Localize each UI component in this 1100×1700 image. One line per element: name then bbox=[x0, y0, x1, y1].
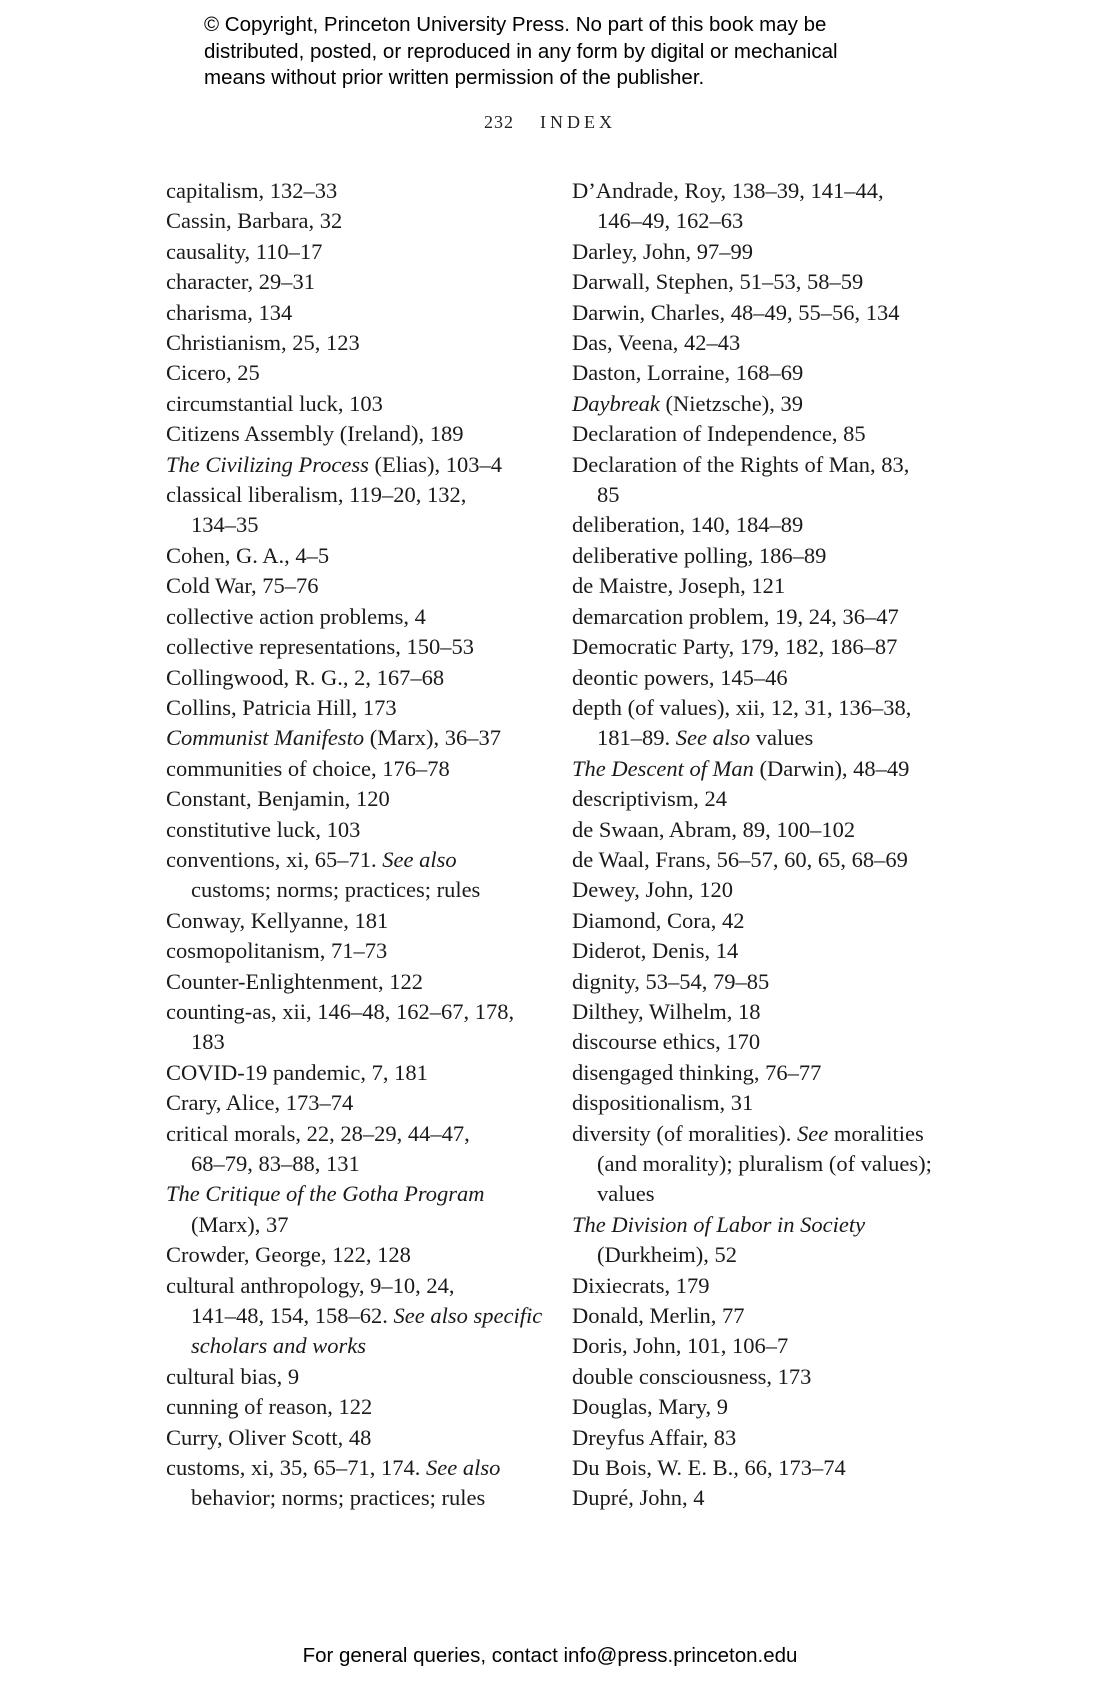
copyright-line: distributed, posted, or reproduced in any form by digital or mechanical bbox=[204, 39, 838, 63]
index-entry-text: Cold War, 75–76 bbox=[166, 573, 319, 599]
index-entry-text: values bbox=[750, 725, 814, 751]
index-entry-text: double consciousness, 173 bbox=[572, 1363, 812, 1389]
index-entry bbox=[572, 1362, 972, 1392]
index-entry bbox=[166, 663, 566, 693]
index-entry bbox=[166, 936, 566, 966]
index-entry bbox=[572, 906, 972, 936]
index-entry-text: moralities (and morality); pluralism (of values); values bbox=[597, 1120, 932, 1207]
index-entry bbox=[572, 571, 972, 601]
index-entry bbox=[166, 784, 566, 814]
index-entry bbox=[166, 450, 566, 480]
index-entry-text: character, 29–31 bbox=[166, 269, 316, 295]
index-entry-text: Darwall, Stephen, 51–53, 58–59 bbox=[572, 269, 864, 295]
index-entry-text: discourse ethics, 170 bbox=[572, 1029, 761, 1055]
index-entry-text: circumstantial luck, 103 bbox=[166, 390, 383, 416]
index-entry bbox=[572, 541, 972, 571]
index-entry-italic: See also bbox=[675, 725, 751, 751]
index-entry-text: conventions, xi, 65–71. bbox=[166, 846, 383, 872]
footer-contact: For general queries, contact info@press.princeton.edu bbox=[302, 1644, 798, 1667]
index-entry-text: (Marx), 37 bbox=[191, 1211, 289, 1237]
index-entry bbox=[572, 602, 972, 632]
index-entry-text: (Marx), 36–37 bbox=[364, 725, 501, 751]
copyright-notice bbox=[204, 12, 924, 92]
index-entry bbox=[572, 298, 972, 328]
index-entry-text: deliberation, 140, 184–89 bbox=[572, 512, 804, 538]
index-entry bbox=[572, 1331, 972, 1361]
index-entry-text: classical liberalism, 119–20, 132, 134–35 bbox=[166, 482, 467, 538]
index-entry-text: customs; norms; practices; rules bbox=[191, 877, 481, 903]
index-entry-italic: The Civilizing Process bbox=[166, 451, 369, 477]
index-entry bbox=[572, 1483, 972, 1513]
index-entry-text: de Maistre, Joseph, 121 bbox=[572, 573, 786, 599]
index-entry-text: constitutive luck, 103 bbox=[166, 816, 361, 842]
index-entry bbox=[572, 845, 972, 875]
index-entry-text: deliberative polling, 186–89 bbox=[572, 542, 827, 568]
index-entry-text: (Durkheim), 52 bbox=[597, 1242, 737, 1268]
index-entry bbox=[572, 267, 972, 297]
index-entry-text: (Elias), 103–4 bbox=[368, 451, 503, 477]
index-entry-text: Darley, John, 97–99 bbox=[572, 238, 754, 264]
running-title: INDEX bbox=[540, 112, 616, 132]
index-entry-text: diversity (of moralities). bbox=[572, 1120, 797, 1146]
index-entry-text: dispositionalism, 31 bbox=[572, 1090, 754, 1116]
index-entry-text: deontic powers, 145–46 bbox=[572, 664, 788, 690]
index-entry-text: Curry, Oliver Scott, 48 bbox=[166, 1424, 372, 1450]
index-entry bbox=[166, 267, 566, 297]
index-entry bbox=[166, 1240, 566, 1270]
index-entry bbox=[572, 1423, 972, 1453]
index-entry-italic: See bbox=[796, 1120, 829, 1146]
index-column-left bbox=[166, 176, 566, 1514]
index-entry-text: cosmopolitanism, 71–73 bbox=[166, 938, 388, 964]
index-entry bbox=[572, 1271, 972, 1301]
index-entry bbox=[572, 510, 972, 540]
index-entry bbox=[166, 967, 566, 997]
index-entry-text: Dilthey, Wilhelm, 18 bbox=[572, 998, 761, 1024]
index-entry bbox=[166, 1179, 566, 1240]
index-entry bbox=[572, 237, 972, 267]
index-entry-italic: The Critique of the Gotha Program bbox=[166, 1181, 485, 1207]
index-entry bbox=[572, 1392, 972, 1422]
index-entry bbox=[572, 176, 972, 237]
index-entry-text: Cicero, 25 bbox=[166, 360, 260, 386]
index-entry-text: Diderot, Denis, 14 bbox=[572, 938, 739, 964]
index-entry bbox=[166, 1362, 566, 1392]
index-entry bbox=[572, 1088, 972, 1118]
index-entry-italic: See also specific scholars and works bbox=[191, 1303, 543, 1359]
index-entry-text: cultural bias, 9 bbox=[166, 1363, 300, 1389]
index-entry-text: COVID-19 pandemic, 7, 181 bbox=[166, 1059, 428, 1085]
index-entry bbox=[166, 906, 566, 936]
index-entry-text: Donald, Merlin, 77 bbox=[572, 1303, 745, 1329]
index-entry-text: charisma, 134 bbox=[166, 299, 293, 325]
index-entry bbox=[166, 419, 566, 449]
index-entry-text: Dewey, John, 120 bbox=[572, 877, 734, 903]
index-entry bbox=[166, 754, 566, 784]
running-head bbox=[0, 112, 1100, 133]
index-entry bbox=[166, 176, 566, 206]
index-entry bbox=[166, 480, 566, 541]
index-entry-text: de Waal, Frans, 56–57, 60, 65, 68–69 bbox=[572, 846, 908, 872]
index-entry bbox=[572, 1453, 972, 1483]
index-entry-text: Dreyfus Affair, 83 bbox=[572, 1424, 737, 1450]
index-entry-text: causality, 110–17 bbox=[166, 238, 323, 264]
index-entry-text: Citizens Assembly (Ireland), 189 bbox=[166, 421, 464, 447]
index-entry-text: cultural anthropology, 9–10, 24, 141–48, 154, 158–62. bbox=[166, 1272, 455, 1329]
index-entry-text: Cassin, Barbara, 32 bbox=[166, 208, 343, 234]
index-entry-text: Counter-Enlightenment, 122 bbox=[166, 968, 424, 994]
index-entry bbox=[166, 1271, 566, 1362]
index-entry bbox=[166, 693, 566, 723]
index-entry-text: demarcation problem, 19, 24, 36–47 bbox=[572, 603, 899, 629]
index-entry bbox=[166, 1058, 566, 1088]
index-entry-text: Christianism, 25, 123 bbox=[166, 330, 360, 356]
index-entry-text: collective action problems, 4 bbox=[166, 603, 426, 629]
index-entry bbox=[166, 1088, 566, 1118]
index-entry bbox=[166, 815, 566, 845]
index-entry bbox=[166, 1423, 566, 1453]
copyright-line: means without prior written permission of the publisher. bbox=[204, 66, 705, 89]
index-entry bbox=[572, 1027, 972, 1057]
index-entry-text: Das, Veena, 42–43 bbox=[572, 330, 741, 356]
page-number: 232 bbox=[484, 112, 514, 132]
index-entry-text: Collingwood, R. G., 2, 167–68 bbox=[166, 664, 445, 690]
index-entry-text: capitalism, 132–33 bbox=[166, 178, 338, 203]
index-entry bbox=[572, 328, 972, 358]
index-entry-text: Douglas, Mary, 9 bbox=[572, 1394, 729, 1420]
index-entry-text: collective representations, 150–53 bbox=[166, 634, 475, 660]
index-entry bbox=[572, 967, 972, 997]
index-entry-text: disengaged thinking, 76–77 bbox=[572, 1059, 822, 1085]
index-entry-text: communities of choice, 176–78 bbox=[166, 755, 450, 781]
index-entry bbox=[572, 358, 972, 388]
index-entry-italic: See also bbox=[382, 846, 457, 872]
index-entry-text: D’Andrade, Roy, 138–39, 141–44, 146–49, 162–63 bbox=[572, 178, 884, 234]
index-entry-text: behavior; norms; practices; rules bbox=[191, 1485, 486, 1511]
index-entry-text: Daston, Lorraine, 168–69 bbox=[572, 360, 804, 386]
index-entry bbox=[166, 328, 566, 358]
index-entry bbox=[572, 1119, 972, 1210]
index-entry bbox=[572, 1301, 972, 1331]
index-entry-italic: See also bbox=[426, 1455, 501, 1481]
index-entry bbox=[166, 358, 566, 388]
index-entry-text: (Darwin), 48–49 bbox=[753, 755, 910, 781]
index-entry-text: dignity, 53–54, 79–85 bbox=[572, 968, 770, 994]
copyright-line: © Copyright, Princeton University Press. No part of this book may be bbox=[204, 13, 827, 36]
index-entry-text: counting-as, xii, 146–48, 162–67, 178, 183 bbox=[166, 998, 515, 1055]
index-entry-text: Crary, Alice, 173–74 bbox=[166, 1090, 354, 1116]
index-entry-text: descriptivism, 24 bbox=[572, 786, 727, 812]
index-entry-italic: The Descent of Man bbox=[572, 755, 754, 781]
index-entry bbox=[572, 784, 972, 814]
index-entry bbox=[166, 1453, 566, 1514]
index-entry bbox=[166, 571, 566, 601]
index-entry bbox=[166, 1119, 566, 1180]
index-entry bbox=[572, 419, 972, 449]
index-entry-text: Declaration of the Rights of Man, 83, 85 bbox=[572, 451, 910, 508]
index-entry bbox=[166, 237, 566, 267]
index-entry bbox=[572, 875, 972, 905]
index-entry bbox=[166, 845, 566, 906]
index-entry bbox=[166, 997, 566, 1058]
index-entry bbox=[572, 754, 972, 784]
index-entry bbox=[166, 389, 566, 419]
index-entry bbox=[166, 632, 566, 662]
index-entry-text: Collins, Patricia Hill, 173 bbox=[166, 694, 397, 720]
index-entry-text: Constant, Benjamin, 120 bbox=[166, 786, 390, 812]
index-column-right bbox=[572, 176, 972, 1514]
index-entry-text: Conway, Kellyanne, 181 bbox=[166, 907, 389, 933]
index-entry-text: cunning of reason, 122 bbox=[166, 1394, 373, 1420]
index-entry-text: Diamond, Cora, 42 bbox=[572, 907, 745, 933]
index-entry-text: critical morals, 22, 28–29, 44–47, 68–79, 83–88, 131 bbox=[166, 1120, 470, 1176]
index-entry bbox=[572, 815, 972, 845]
index-entry bbox=[166, 298, 566, 328]
index-entry-text: depth (of values), xii, 12, 31, 136–38, 181–89. bbox=[572, 694, 912, 751]
index-entry bbox=[166, 1392, 566, 1422]
index-entry-text: Dupré, John, 4 bbox=[572, 1485, 705, 1511]
index-entry-italic: Communist Manifesto bbox=[166, 725, 365, 751]
index-entry-text: Democratic Party, 179, 182, 186–87 bbox=[572, 634, 898, 660]
index-entry-text: Crowder, George, 122, 128 bbox=[166, 1242, 411, 1268]
index-entry bbox=[166, 541, 566, 571]
index-entry-italic: Daybreak bbox=[572, 390, 660, 416]
index-entry bbox=[572, 997, 972, 1027]
index-entry-text: Doris, John, 101, 106–7 bbox=[572, 1333, 789, 1359]
index-entry bbox=[166, 602, 566, 632]
index-entry bbox=[572, 663, 972, 693]
index-entry bbox=[572, 389, 972, 419]
index-entry-text: customs, xi, 35, 65–71, 174. bbox=[166, 1455, 427, 1481]
index-entry bbox=[166, 723, 566, 753]
index-entry-text: Dixiecrats, 179 bbox=[572, 1272, 710, 1298]
index-entry-text: Cohen, G. A., 4–5 bbox=[166, 542, 330, 568]
index-entry-text: Darwin, Charles, 48–49, 55–56, 134 bbox=[572, 299, 900, 325]
index-entry-text: Du Bois, W. E. B., 66, 173–74 bbox=[572, 1455, 846, 1481]
index-entry-text: Declaration of Independence, 85 bbox=[572, 421, 866, 447]
index-entry bbox=[572, 1058, 972, 1088]
index-entry bbox=[572, 450, 972, 511]
index-entry-text: de Swaan, Abram, 89, 100–102 bbox=[572, 816, 856, 842]
index-entry bbox=[572, 1210, 972, 1271]
index-entry-text: (Nietzsche), 39 bbox=[659, 390, 803, 416]
index-entry-italic: The Division of Labor in Society bbox=[572, 1211, 866, 1237]
index-entry bbox=[572, 693, 972, 754]
index-entry bbox=[572, 936, 972, 966]
index-entry bbox=[166, 206, 566, 236]
index-entry bbox=[572, 632, 972, 662]
